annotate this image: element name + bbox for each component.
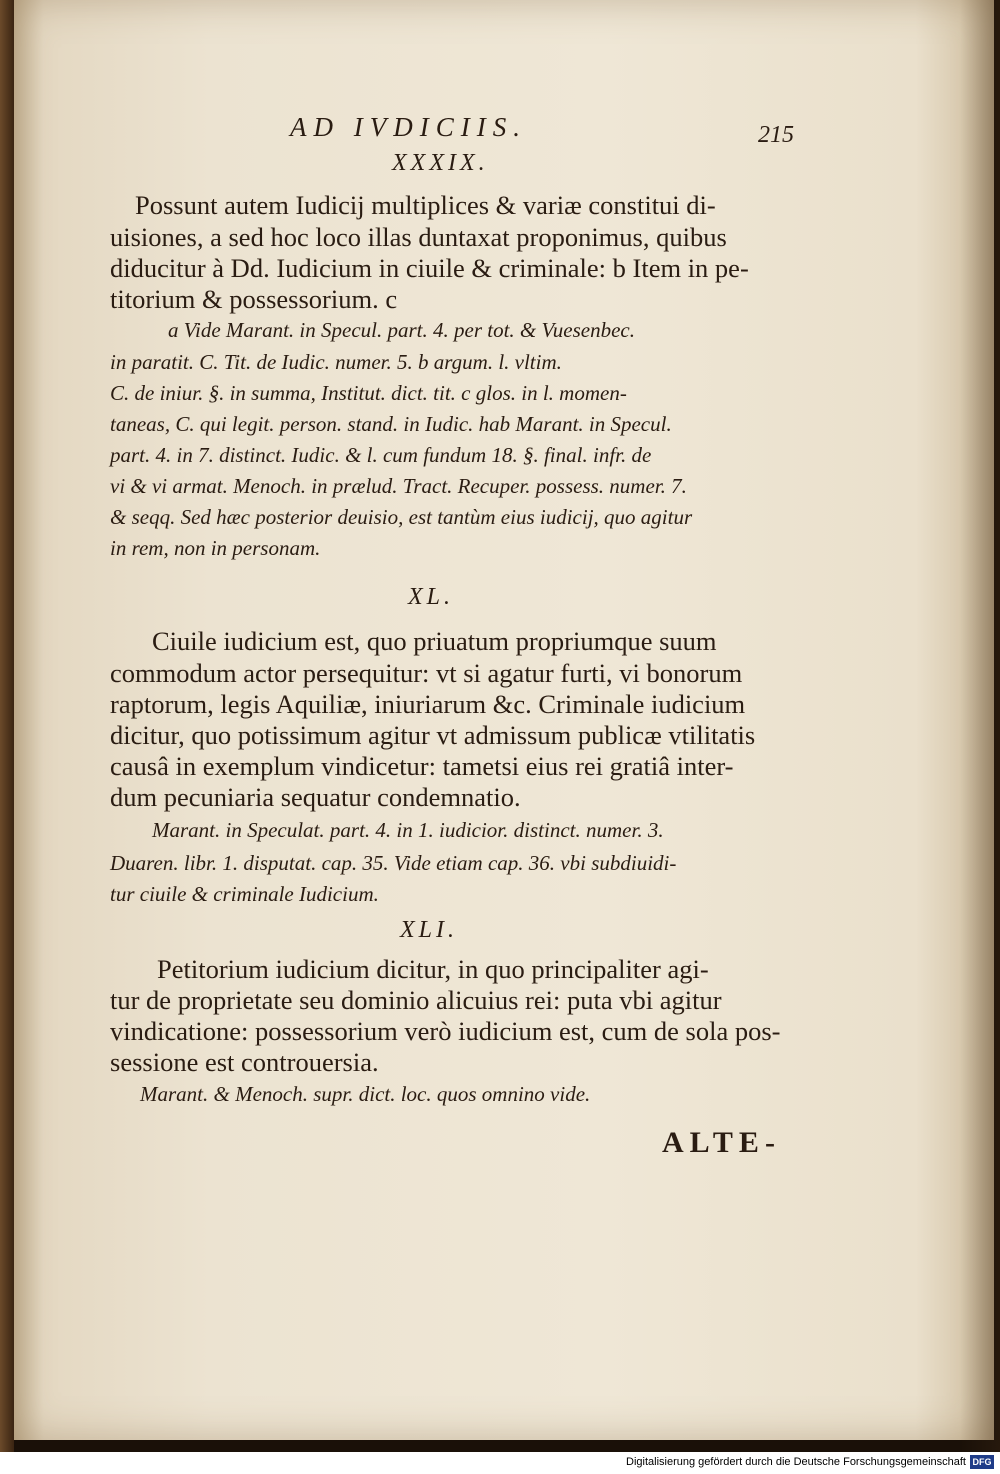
body-line: Petitorium iudicium dicitur, in quo principaliter agi- <box>157 954 709 984</box>
body-line: raptorum, legis Aquiliæ, iniuriarum &c. Criminale iudicium <box>110 689 746 719</box>
body-line: Possunt autem Iudicij multiplices & variæ constitui di- <box>135 190 716 220</box>
body-line: sessione est controuersia. <box>110 1047 379 1077</box>
note-line: & seqq. Sed hæc posterior deuisio, est tantùm eius iudicij, quo agitur <box>110 505 693 529</box>
note-line: tur ciuile & criminale Iudicium. <box>110 882 379 906</box>
body-line: Ciuile iudicium est, quo priuatum propriumque suum <box>152 626 717 656</box>
body-line: diducitur à Dd. Iudicium in ciuile & criminale: b Item in pe- <box>110 253 749 283</box>
section-number: XL. <box>408 584 455 610</box>
body-line: causâ in exemplum vindicetur: tametsi eius rei gratiâ inter- <box>110 751 734 781</box>
footer-bar <box>0 1452 1000 1474</box>
note-line: in rem, non in personam. <box>110 536 321 560</box>
body-line: titorium & possessorium. c <box>110 284 398 314</box>
body-line: dum pecuniaria sequatur condemnatio. <box>110 782 521 812</box>
catchword: ALTE- <box>662 1126 781 1159</box>
book-gutter <box>0 0 14 1452</box>
body-line: vindicatione: possessorium verò iudicium est, cum de sola pos- <box>110 1016 781 1046</box>
note-line: Marant. & Menoch. supr. dict. loc. quos omnino vide. <box>140 1082 591 1106</box>
section-number: XLI. <box>400 917 458 943</box>
note-line: taneas, C. qui legit. person. stand. in Iudic. hab Marant. in Specul. <box>110 412 672 436</box>
note-line: Marant. in Speculat. part. 4. in 1. iudicior. distinct. numer. 3. <box>152 818 664 842</box>
body-line: commodum actor persequitur: vt si agatur furti, vi bonorum <box>110 658 743 688</box>
note-line: in paratit. C. Tit. de Iudic. numer. 5. b argum. l. vltim. <box>110 350 562 374</box>
note-line: C. de iniur. §. in summa, Institut. dict. tit. c glos. in l. momen- <box>110 381 627 405</box>
body-line: dicitur, quo potissimum agitur vt admissum publicæ vtilitatis <box>110 720 756 750</box>
note-line: vi & vi armat. Menoch. in prælud. Tract. Recuper. possess. numer. 7. <box>110 474 687 498</box>
dfg-logo-icon: DFG <box>970 1455 994 1469</box>
footer-credit: Digitalisierung gefördert durch die Deutsche Forschungsgemeinschaft <box>626 1456 966 1468</box>
note-line: Duaren. libr. 1. disputat. cap. 35. Vide etiam cap. 36. vbi subdiuidi- <box>110 851 677 875</box>
body-line: tur de proprietate seu dominio alicuius rei: puta vbi agitur <box>110 985 722 1015</box>
note-line: part. 4. in 7. distinct. Iudic. & l. cum fundum 18. §. final. infr. de <box>110 443 652 467</box>
note-line: a Vide Marant. in Specul. part. 4. per tot. & Vuesenbec. <box>168 318 635 342</box>
page-number: 215 <box>758 122 794 148</box>
body-line: uisiones, a sed hoc loco illas duntaxat proponimus, quibus <box>110 222 727 252</box>
page-fold-shadow <box>960 0 1000 1452</box>
section-number: XXXIX. <box>392 150 489 176</box>
running-title: AD IVDICIIS. <box>290 112 527 142</box>
